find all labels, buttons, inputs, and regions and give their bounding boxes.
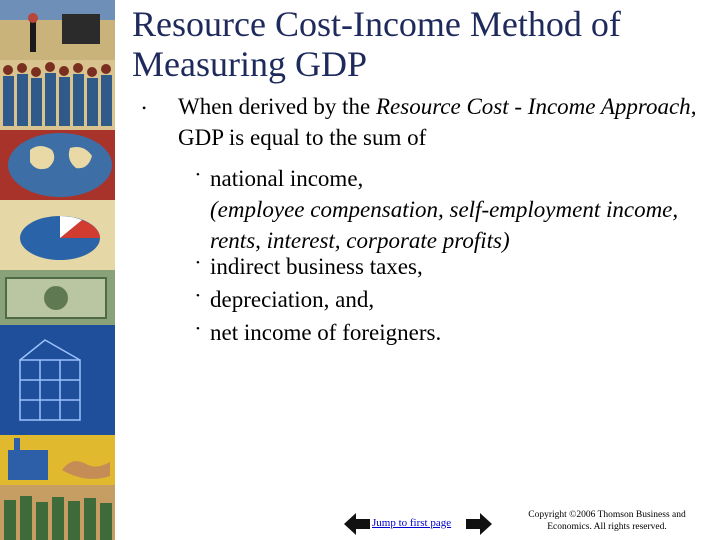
back-arrow-icon[interactable] bbox=[342, 511, 372, 537]
main-bullet-suffix: , GDP is equal to the sum of bbox=[178, 94, 697, 150]
jump-to-first-page-link[interactable]: Jump to first page bbox=[372, 517, 452, 529]
bullet-marker: • bbox=[196, 257, 200, 269]
copyright-notice: Copyright ©2006 Thomson Business and Economics. All rights reserved. bbox=[528, 510, 686, 532]
bullet-marker: • bbox=[142, 101, 147, 115]
main-bullet-prefix: When derived by the bbox=[178, 94, 376, 119]
sub-bullet-text: net income of foreigners. bbox=[210, 320, 442, 345]
slide-navigation bbox=[342, 511, 492, 537]
sub-bullet-note: (employee compensation, self-employment income, rents, interest, corporate profits) bbox=[210, 197, 679, 253]
slide-title: Resource Cost-Income Method of Measuring GDP bbox=[132, 4, 621, 84]
factory-icon bbox=[8, 450, 48, 480]
globe-icon bbox=[8, 133, 112, 197]
sub-bullet-text: national income, bbox=[210, 166, 364, 191]
sub-bullet-text: indirect business taxes, bbox=[210, 254, 423, 279]
sub-bullet-text: depreciation, and, bbox=[210, 287, 375, 312]
bullet-marker: • bbox=[196, 290, 200, 302]
bullet-marker: • bbox=[196, 169, 200, 181]
bullet-marker: • bbox=[196, 323, 200, 335]
decorative-illustration-strip bbox=[0, 0, 115, 540]
bull-icon bbox=[62, 14, 100, 44]
main-bullet-text bbox=[178, 91, 718, 153]
forward-arrow-icon[interactable] bbox=[464, 511, 494, 537]
main-bullet-emphasis: Resource Cost - Income Approach bbox=[375, 94, 691, 119]
